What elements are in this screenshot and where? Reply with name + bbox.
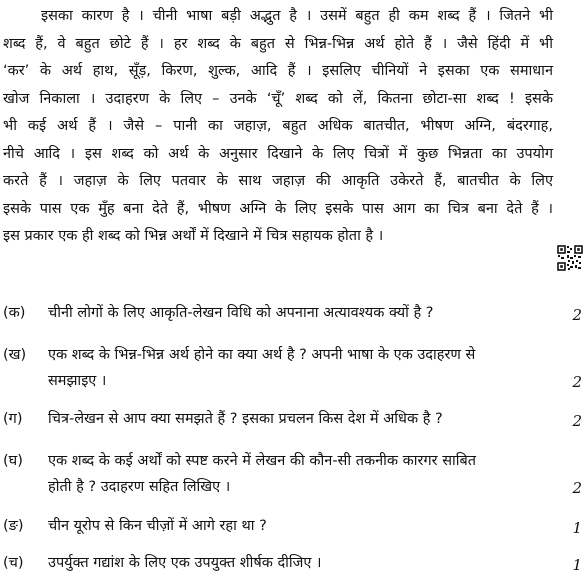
question-text [48,406,556,432]
question-line: चीन यूरोप से किन चीज़ों में आगे रहा था ? [48,518,267,534]
passage-line: इसका कारण है । चीनी भाषा बड़ी अद्भुत है । उसमें बहुत ही कम शब्द हैं । जितने भी [41,8,553,24]
passage [3,3,553,251]
passage-line: शब्द हैं, वे बहुत छोटे हैं । हर शब्द के बहुत से भिन्न-भिन्न अर्थ होते हैं । जैसे हिंदी में भी [3,35,553,52]
question-label: (ग) [3,411,23,427]
question-marks: 2 [572,306,582,324]
question-text [48,342,556,394]
question-line: होती है ? उदाहरण सहित लिखिए । [48,479,231,495]
question-text [48,300,556,326]
passage-line: खोज निकाला । उदाहरण के लिए – उनके ‘चूँ’ शब्द को लें, कितना छोटा-सा शब्द ! इसके [3,90,553,107]
question-text [48,448,556,500]
passage-line: इस प्रकार एक ही शब्द को भिन्न अर्थों में दिखाने में चित्र सहायक होता है । [3,228,384,244]
question-label: (ख) [3,347,27,363]
passage-line: ‘कर’ के अर्थ हाथ, सूँड़, किरण, शुल्क, आदि हैं । इसलिए चीनियों ने इसका एक समाधान [3,63,553,79]
question-marks: 2 [572,479,582,497]
question-label: (क) [3,305,26,321]
passage-line: भी कई अर्थ हैं । जैसे – पानी का जहाज़, बहुत अधिक बातचीत, भीषण अग्नि, बंदरगाह, [3,118,553,134]
question-label: (च) [3,555,24,571]
question-text [48,513,556,539]
question-line: एक शब्द के कई अर्थों को स्पष्ट करने में लेखन की कौन-सी तकनीक कारगर साबित [48,453,477,469]
question-line: चीनी लोगों के लिए आकृति-लेखन विधि को अपनाना अत्यावश्यक क्यों है ? [48,305,434,321]
question-marks: 1 [572,556,582,574]
question-label: (घ) [3,453,23,469]
passage-line: इसके पास एक मुँह बना देते हैं, भीषण अग्नि के लिए इसके पास आग का चित्र बना देते हैं । [3,200,553,217]
question-line: उपर्युक्त गद्यांश के लिए एक उपयुक्त शीर्षक दीजिए । [48,555,322,571]
passage-line: करते हैं । जहाज़ के लिए पतवार के साथ जहाज़ की आकृति उकेरते हैं, बातचीत के लिए [3,173,553,189]
passage-line: नीचे आदि । इस शब्द को अर्थ के अनुसार दिखाने के लिए चित्रों में कुछ भिन्नता का उपयोग [3,145,553,162]
question-marks: 1 [572,519,582,537]
qr-code-icon [557,245,583,271]
question-line: चित्र-लेखन से आप क्या समझते हैं ? इसका प्रचलन किस देश में अधिक है ? [48,411,443,427]
question-line: समझाइए । [48,373,107,389]
question-text [48,550,556,576]
question-marks: 2 [572,373,582,391]
question-line: एक शब्द के भिन्न-भिन्न अर्थ होने का क्या अर्थ है ? अपनी भाषा के एक उदाहरण से [48,347,476,363]
question-marks: 2 [572,412,582,430]
question-label: (ङ) [3,518,24,534]
